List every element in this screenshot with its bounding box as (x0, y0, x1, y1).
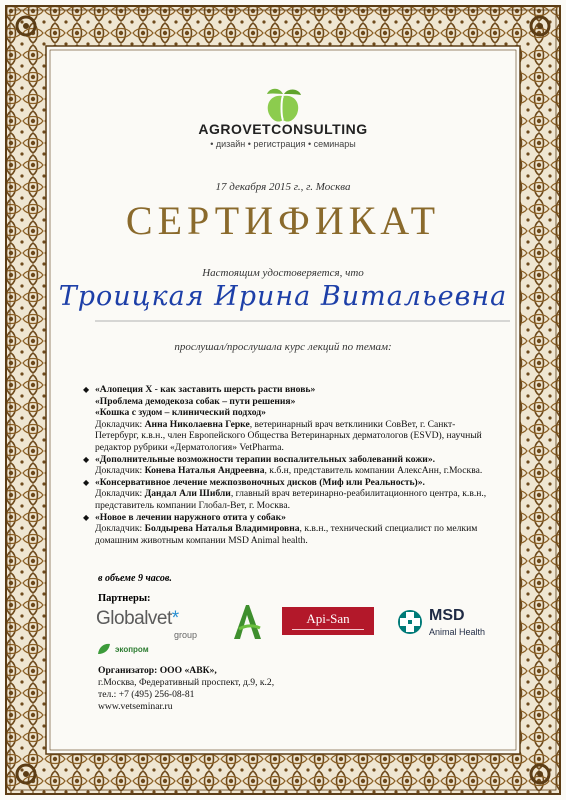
lecture-topic: «Проблема демодекоза собак – пути решения» (95, 395, 296, 407)
intro-text: Настоящим удостоверяется, что (202, 267, 364, 279)
lecture-topic: «Кошка с зудом – клинический подход» (95, 407, 266, 419)
partners-label: Партнеры: (98, 593, 151, 604)
lecture-item (83, 384, 495, 454)
lecture-topic: «Дополнительные возможности терапии воспалительных заболеваний кожи». (95, 453, 436, 465)
lecture-item (83, 511, 495, 547)
organizer-label: Организатор: ООО «АВК», (98, 665, 217, 676)
course-intro: прослушал/прослушала курс лекций по темам: (174, 341, 392, 353)
organizer-website: www.vetseminar.ru (98, 701, 173, 712)
speaker-line: Докладчик: Дандал Али Шибли, главный врач ветеринарно-реабилитационного центра, к.в.н., представитель компании Глобал-Вет, г. Москва. (95, 488, 487, 511)
lecture-topic: «Алопеция Х - как заставить шерсть расти вновь» (95, 384, 316, 395)
agrovet-a-logo-icon (230, 603, 264, 641)
bullet-icon: ◆ (83, 454, 90, 464)
speaker-line: Докладчик: Болдырева Наталья Владимировна, к.в.н., технический специалист по мелким домашним животным компании MSD Animal health. (95, 523, 478, 546)
lecture-list (83, 384, 495, 546)
apisan-logo: Api-San (282, 607, 374, 635)
lecture-topic: «Новое в лечении наружного отита у собак» (95, 511, 286, 523)
organizer-block (98, 665, 274, 713)
lecture-item (83, 476, 495, 512)
apple-leaf-logo-icon (261, 86, 305, 124)
globalvet-logo: Globalvet* group (96, 608, 198, 640)
speaker-line: Докладчик: Анна Николаевна Герке, ветеринарный врач ветклиники СовВет, г. Санкт-Петербург, к.в.н., член Европейского Общества Ветеринарных дерматологов (ESVD), научный редактор рубрики «Дерматология» VetPharma. (95, 418, 482, 453)
bullet-icon: ◆ (83, 512, 90, 522)
lecture-topic: «Консервативное лечение межпозвоночных дисков (Миф или Реальность)». (95, 476, 425, 488)
brand-tagline: • дизайн • регистрация • семинары (210, 139, 356, 149)
date-place: 17 декабря 2015 г., г. Москва (215, 181, 351, 193)
lecture-item (83, 453, 495, 477)
speaker-line: Докладчик: Конева Наталья Андреевна, к.б.н, представитель компании АлексАнн, г.Москва. (95, 465, 483, 477)
organizer-address: г.Москва, Федеративный проспект, д.9, к.2, (98, 677, 275, 688)
organizer-phone: тел.: +7 (495) 256-08-81 (98, 689, 195, 700)
msd-logo: MSD Animal Health (397, 607, 507, 647)
ekoprom-logo: экопром (97, 640, 149, 658)
bullet-icon: ◆ (83, 385, 90, 394)
ekoprom-leaf-icon (97, 643, 111, 655)
recipient-name: Троицкая Ирина Витальевна (58, 281, 508, 312)
msd-emblem-icon (397, 609, 423, 635)
bullet-icon: ◆ (83, 477, 90, 487)
name-underline (95, 319, 510, 323)
brand-name: AGROVETCONSULTING (198, 121, 368, 137)
certificate-title: СЕРТИФИКАТ (125, 198, 441, 243)
course-volume: в объеме 9 часов. (98, 573, 172, 584)
